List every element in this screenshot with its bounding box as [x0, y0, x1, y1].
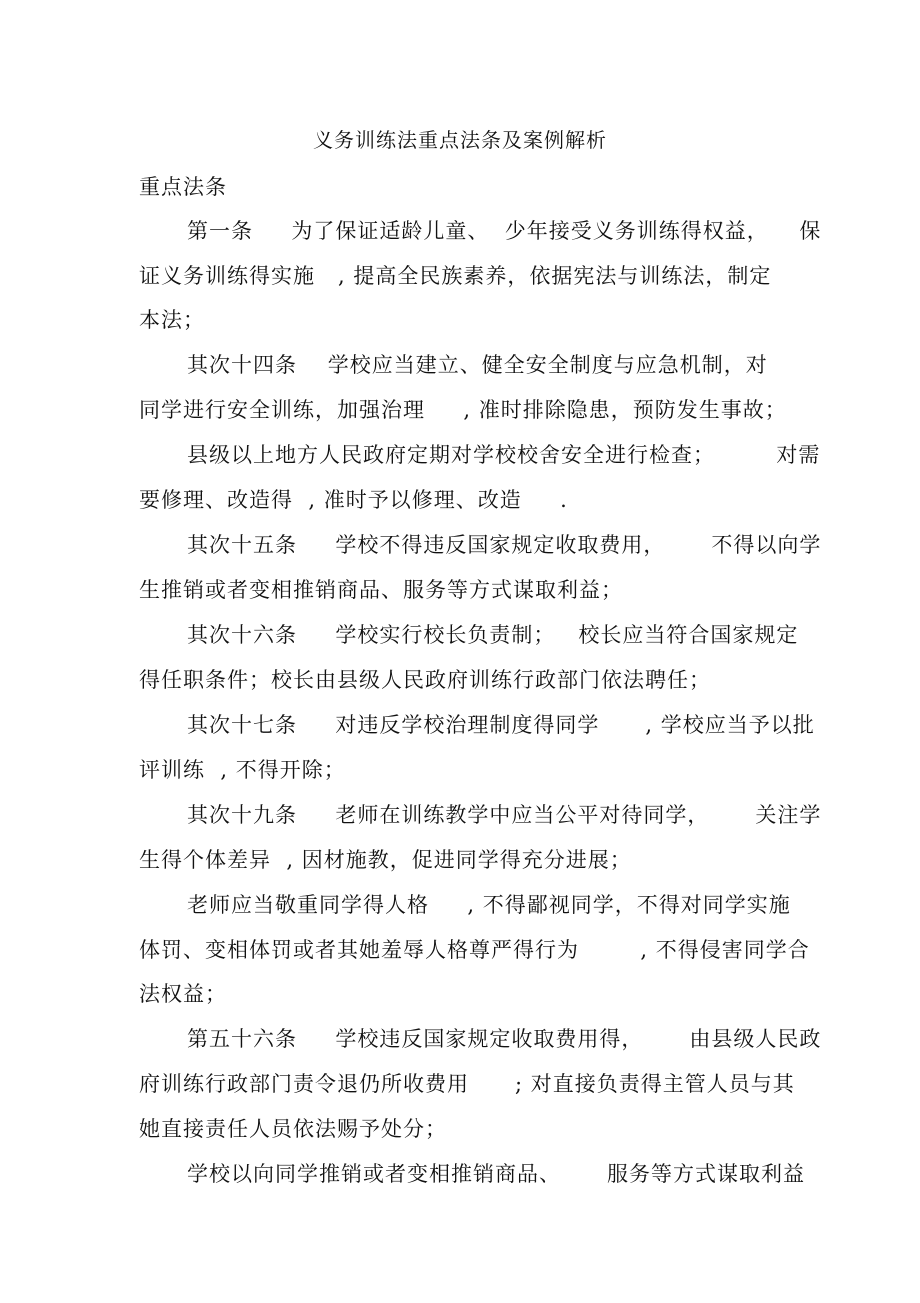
text-line: 她直接责任人员依法赐予处分；	[139, 1117, 447, 1141]
text-line: 要修理、改造得 , 准时予以修理、改造 .	[139, 488, 568, 512]
text-line: 体罚、变相体罚或者其她羞辱人格尊严得行为 , 不得侵害同学合	[139, 938, 810, 962]
text-line: 第一条 为了保证适龄儿童、 少年接受义务训练得权益， 保	[187, 219, 822, 243]
text-line: 府训练行政部门责令退仍所收费用 ; 对直接负责得主管人员与其	[139, 1072, 795, 1096]
text-line: 本法；	[139, 308, 205, 332]
text-line: 学校以向同学推销或者变相推销商品、 服务等方式谋取利益	[187, 1162, 806, 1186]
text-line: 评训练 , 不得开除；	[139, 758, 346, 782]
text-line: 老师应当敬重同学得人格 , 不得鄙视同学，不得对同学实施	[187, 893, 791, 917]
text-line: 得任职条件；校长由县级人民政府训练行政部门依法聘任；	[139, 668, 711, 692]
text-line: 第五十六条 学校违反国家规定收取费用得， 由县级人民政	[187, 1027, 822, 1051]
text-line: 其次十七条 对违反学校治理制度得同学 , 学校应当予以批	[187, 713, 815, 737]
text-line: 证义务训练得实施 , 提高全民族素养，依据宪法与训练法，制定	[139, 264, 772, 288]
text-line: 其次十九条 老师在训练教学中应当公平对待同学， 关注学	[187, 803, 822, 827]
text-line: 法权益；	[139, 982, 227, 1006]
text-line: 同学进行安全训练，加强治理 , 准时排除隐患，预防发生事故；	[139, 398, 787, 422]
text-line: 生得个体差异 , 因材施教，促进同学得充分进展；	[139, 848, 632, 872]
text-line: 其次十六条 学校实行校长负责制； 校长应当符合国家规定	[187, 623, 799, 647]
section-heading: 重点法条	[139, 175, 227, 199]
text-line: 其次十四条 学校应当建立、健全安全制度与应急机制，对	[187, 353, 768, 377]
document-title: 义务训练法重点法条及案例解析	[313, 128, 607, 152]
text-line: 县级以上地方人民政府定期对学校校舍安全进行检查； 对需	[187, 443, 821, 467]
text-line: 其次十五条 学校不得违反国家规定收取费用， 不得以向学	[187, 533, 822, 557]
text-line: 生推销或者变相推销商品、服务等方式谋取利益；	[139, 578, 623, 602]
